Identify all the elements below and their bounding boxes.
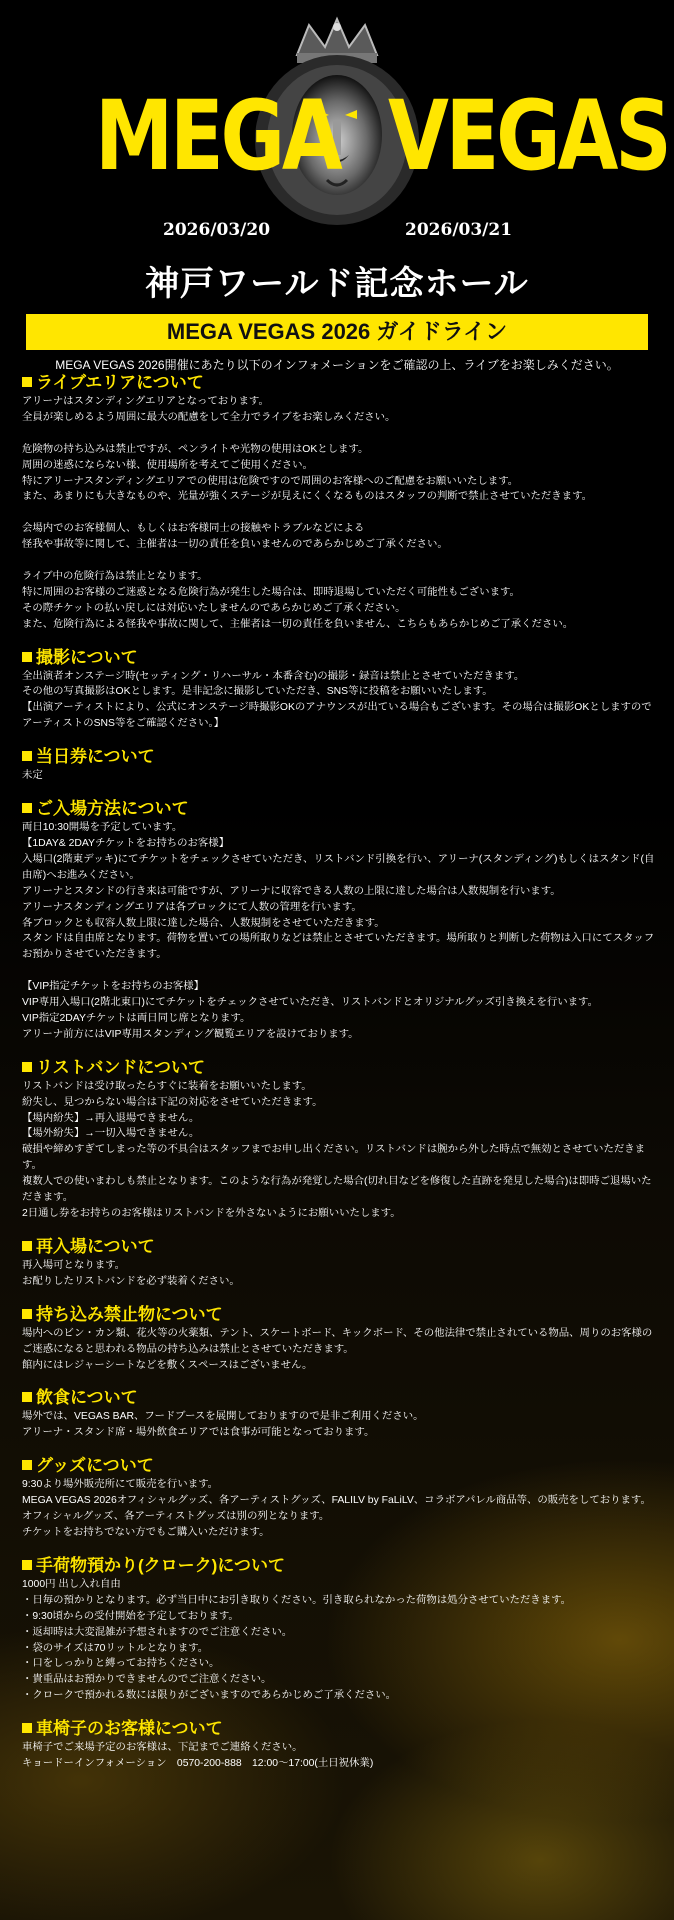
square-bullet-icon [22, 1723, 32, 1733]
section-line: 破損や締めすぎてしまった等の不具合はスタッフまでお申し出ください。リストバンドは腕から外した時点で無効とさせていただきます。 [22, 1144, 646, 1172]
section-line: ・返却時は大変混雑が予想されますのでご注意ください。 [22, 1626, 293, 1638]
section-line: 全出演者オンステージ時(セッティング・リハーサル・本番含む)の撮影・録音は禁止とさせていただきます。 [22, 670, 525, 682]
section [22, 1236, 658, 1290]
square-bullet-icon [22, 751, 32, 761]
section-line: アリーナはスタンディングエリアとなっております。 [22, 396, 269, 407]
section-line: 再入場可となります。 [22, 1259, 126, 1271]
section-line: 1000円 出し入れ自由 [22, 1578, 121, 1590]
event-date-1: 2026/03/20 [163, 220, 271, 240]
section [22, 798, 658, 1043]
section-line: 危険物の持ち込みは禁止ですが、ペンライトや光物の使用はOKとします。 [22, 443, 369, 455]
section-title [22, 1387, 658, 1409]
section-line: 両日10:30開場を予定しています。 [22, 822, 183, 834]
section-line: 特に周囲のお客様のご迷惑となる危険行為が発生した場合は、即時退場していただく可能性もございます。 [22, 586, 520, 598]
section-line: ・貴重品はお預かりできませんのでご注意ください。 [22, 1674, 272, 1686]
section-line: 怪我や事故等に関して、主催者は一切の責任を負いませんのであらかじめご了承ください。 [22, 539, 448, 551]
section-line: MEGA VEGAS 2026オフィシャルグッズ、各アーティストグッズ、FALILV by FaLiLV、コラボアパレル商品等、の販売をしております。 [22, 1495, 651, 1507]
section-title-text: ご入場方法について [36, 799, 189, 819]
section-line: ライブ中の危険行為は禁止となります。 [22, 570, 208, 582]
section-line: 【出演アーティストにより、公式にオンステージ時撮影OKのアナウンスが出ている場合もございます。その場合は撮影OKとしますのでアーティストのSNS等をご確認ください。】 [22, 702, 652, 730]
section-line: VIP指定2DAYチケットは両日同じ席となります。 [22, 1012, 251, 1024]
section-title [22, 1304, 658, 1326]
section-line: アリーナとスタンドの行き来は可能ですが、アリーナに収容できる人数の上限に達した場合は人数規制を行います。 [22, 885, 561, 897]
section-title-text: リストバンドについて [36, 1057, 205, 1077]
section-line: ・9:30頃からの受付開始を予定しております。 [22, 1610, 239, 1622]
section-line: チケットをお持ちでない方でもご購入いただけます。 [22, 1526, 270, 1538]
guideline-banner: MEGA VEGAS 2026 ガイドライン [26, 314, 648, 350]
section [22, 372, 658, 633]
square-bullet-icon [22, 1309, 32, 1319]
section-title-text: 撮影について [36, 647, 138, 667]
section-line: 場外では、VEGAS BAR、フードブースを展開しておりますので是非ご利用ください。 [22, 1411, 424, 1423]
section-line: お配りしたリストバンドを必ず装着ください。 [22, 1275, 240, 1287]
event-date-2: 2026/03/21 [405, 220, 513, 240]
section [22, 1455, 658, 1541]
section-line: 周囲の迷惑にならない様、使用場所を考えてご使用ください。 [22, 459, 313, 471]
section [22, 1387, 658, 1441]
section-line [22, 963, 658, 979]
header [0, 0, 674, 310]
section-title [22, 1057, 658, 1079]
section-line: 車椅子でご来場予定のお客様は、下記までご連絡ください。 [22, 1742, 303, 1754]
section-title-text: 再入場について [36, 1236, 155, 1256]
section [22, 1057, 658, 1222]
section-title [22, 1718, 658, 1740]
section-title-text: 持ち込み禁止物について [36, 1304, 223, 1324]
section-line: 入場口(2階東デッキ)にてチケットをチェックさせていただき、リストバンド引換を行い、アリーナ(スタンディング)もしくはスタンド(自由席)へお進みください。 [22, 853, 655, 881]
section-line: 2日通し券をお持ちのお客様はリストバンドを外さないようにお願いいたします。 [22, 1208, 401, 1219]
guideline-content [22, 372, 658, 1772]
square-bullet-icon [22, 377, 32, 387]
square-bullet-icon [22, 1392, 32, 1402]
section-line: 未定 [22, 770, 43, 782]
section-title [22, 647, 658, 669]
section-line: 【場内紛失】→再入退場できません。 [22, 1112, 200, 1124]
section-title-text: 飲食について [36, 1388, 138, 1408]
section-title-text: ライブエリアについて [36, 373, 204, 392]
section-line: アリーナ・スタンド席・場外飲食エリアでは食事が可能となっております。 [22, 1427, 375, 1439]
section-line: ・日毎の預かりとなります。必ず当日中にお引き取りください。引き取られなかった荷物は処分させていただきます。 [22, 1594, 572, 1606]
intro-text: MEGA VEGAS 2026開催にあたり以下のインフォメーションをご確認の上、ライブをお楽しみください。 [55, 358, 619, 372]
section-line: 場内へのビン・カン類、花火等の火薬類、テント、スケートボード、キックボード、その他法律で禁止されている物品、周りのお客様のご迷惑になると思われる物品の持ち込みは禁止とさせていただきます。 [22, 1327, 653, 1355]
section-line: ・口をしっかりと縛ってお持ちください。 [22, 1658, 220, 1670]
section [22, 647, 658, 733]
section-line: また、あまりにも大きなものや、光量が強くステージが見えにくくなるものはスタッフの判断で禁止させていただきます。 [22, 491, 593, 503]
section-line: アリーナ前方にはVIP専用スタンディング観覧エリアを設けております。 [22, 1028, 359, 1040]
section-line: スタンドは自由席となります。荷物を置いての場所取りなどは禁止とさせていただきます。場所取りと判断した荷物は入口にてスタッフお預かりさせていただきます。 [22, 933, 655, 961]
section-line [22, 553, 658, 569]
section-line: その他の写真撮影はOKとします。是非記念に撮影していただき、SNS等に投稿をお願いいたします。 [22, 686, 493, 698]
section-line: 全員が楽しめるよう周囲に最大の配慮をして全力でライブをお楽しみください。 [22, 411, 396, 423]
section-line: 複数人での使いまわしも禁止となります。このような行為が発覚した場合(切れ目などを修復した直跡を発見した場合)は即時ご退場いただきます。 [22, 1176, 652, 1204]
square-bullet-icon [22, 1560, 32, 1570]
square-bullet-icon [22, 1460, 32, 1470]
section-line: キョードーインフォメーション 0570-200-888 12:00～17:00(土日祝休業) [22, 1758, 374, 1770]
section-line [22, 426, 658, 442]
square-bullet-icon [22, 803, 32, 813]
section-line: 紛失し、見つからない場合は下記の対応をさせていただきます。 [22, 1096, 323, 1108]
section-line: 各ブロックとも収容人数上限に達した場合、人数規制をさせていただきます。 [22, 917, 385, 929]
section-title [22, 1555, 658, 1577]
square-bullet-icon [22, 1241, 32, 1251]
section-line: リストバンドは受け取ったらすぐに装着をお願いいたします。 [22, 1080, 312, 1092]
section [22, 1304, 658, 1374]
section-line: 特にアリーナスタンディングエリアでの使用は危険ですので周囲のお客様へのご配慮をお願いいたします。 [22, 475, 519, 487]
section-title-text: グッズについて [36, 1456, 154, 1476]
section-title [22, 798, 658, 820]
section-title [22, 746, 658, 768]
section-line: 【場外紛失】→一切入場できません。 [22, 1128, 200, 1140]
section-line: 9:30より場外販売所にて販売を行います。 [22, 1479, 219, 1491]
section-title-text: 当日券について [36, 747, 155, 767]
section-line: 【1DAY& 2DAYチケットをお持ちのお客様】 [22, 837, 230, 849]
brand-mega: MEGA [95, 80, 340, 192]
section-title-text: 手荷物預かり(クローク)について [36, 1555, 285, 1575]
venue-name: 神戸ワールド記念ホール [145, 264, 529, 304]
section-line: 【VIP指定チケットをお持ちのお客様】 [22, 981, 205, 993]
section-line: ・クロークで預かれる数には限りがございますのであらかじめご了承ください。 [22, 1690, 397, 1702]
section-line: 館内にはレジャーシートなどを敷くスペースはございません。 [22, 1359, 313, 1371]
section-title [22, 372, 658, 394]
section-line: また、危険行為による怪我や事故に関して、主催者は一切の責任を負いません、こちらもあらかじめご了承ください。 [22, 618, 574, 630]
section [22, 746, 658, 784]
section-title-text: 車椅子のお客様について [36, 1719, 223, 1739]
section-title [22, 1236, 658, 1258]
square-bullet-icon [22, 1062, 32, 1072]
section-line: アリーナスタンディングエリアは各ブロックにて人数の管理を行います。 [22, 901, 362, 913]
brand-vegas: VEGAS [388, 80, 669, 192]
section-line: VIP専用入場口(2階北東口)にてチケットをチェックさせていただき、リストバンドとオリジナルグッズ引き換えを行います。 [22, 997, 598, 1009]
section-line: オフィシャルグッズ、各アーティストグッズは別の列となります。 [22, 1511, 330, 1523]
section-title [22, 1455, 658, 1477]
section [22, 1718, 658, 1772]
section-line [22, 505, 658, 521]
section-line: 会場内でのお客様個人、もしくはお客様同士の接触やトラブルなどによる [22, 523, 365, 535]
section-line: その際チケットの払い戻しには対応いたしませんのであらかじめご了承ください。 [22, 602, 406, 614]
section [22, 1555, 658, 1704]
square-bullet-icon [22, 652, 32, 662]
section-line: ・袋のサイズは70リットルとなります。 [22, 1642, 209, 1654]
